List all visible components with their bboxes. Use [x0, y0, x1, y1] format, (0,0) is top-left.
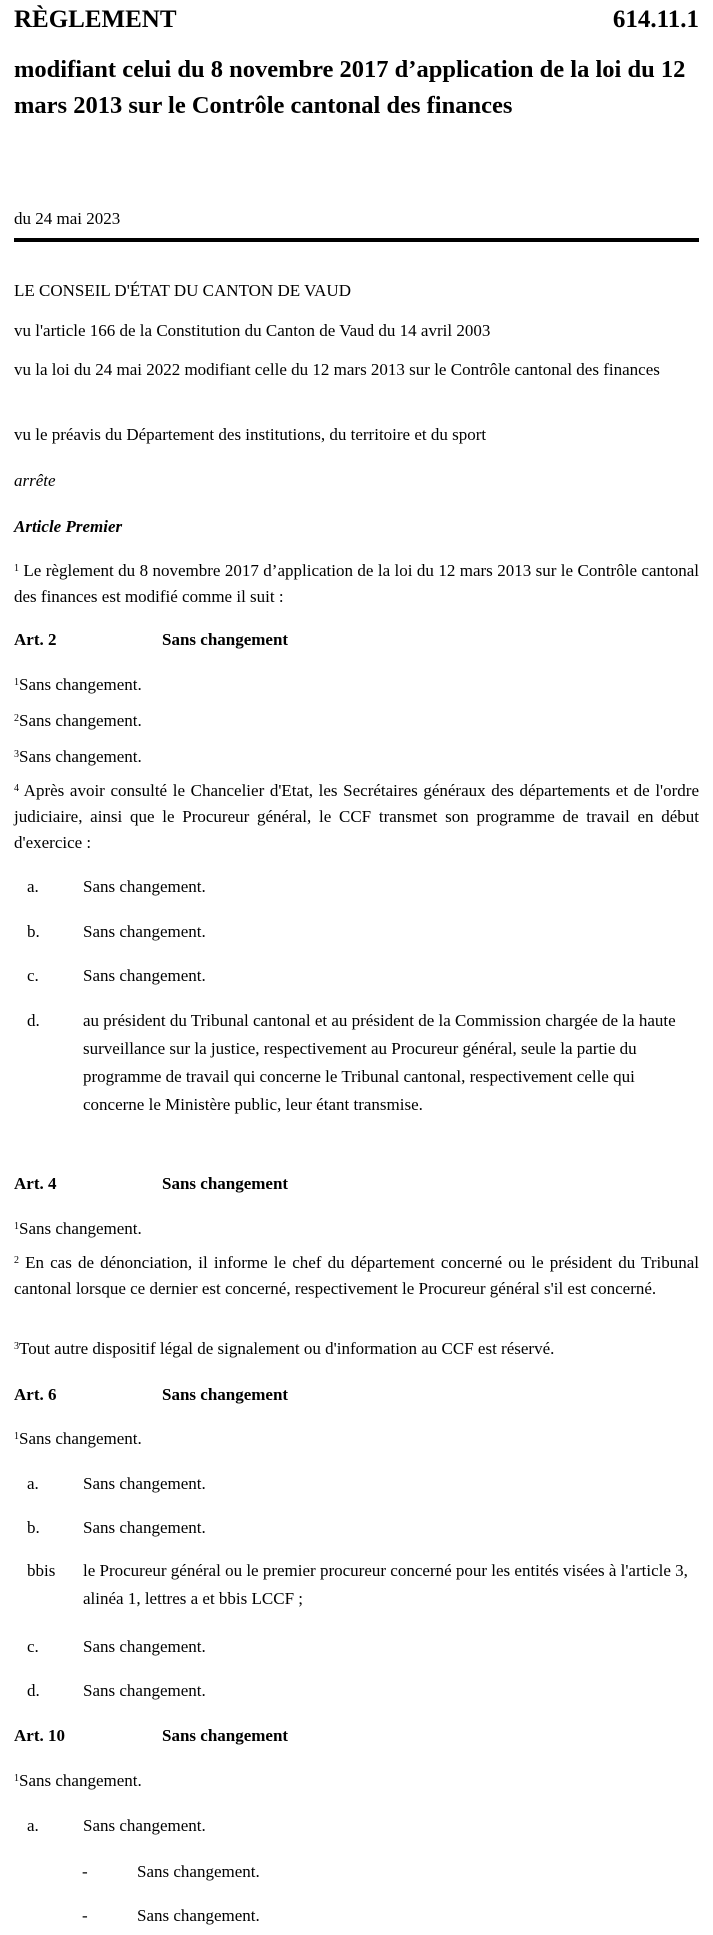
item-label: a.	[27, 1474, 39, 1493]
paragraph-text: Sans changement.	[19, 675, 142, 694]
item-text: Sans changement.	[83, 1816, 206, 1835]
document-number: 614.11.1	[612, 6, 699, 33]
item-label: b.	[27, 922, 40, 941]
item-text: le Procureur général ou le premier procureur concerné pour les entités visées à l'article 3, alinéa 1, lettres a et bbis LCCF ;	[83, 1561, 688, 1608]
art2-al3	[14, 744, 699, 770]
article-number: Art. 4	[14, 1174, 57, 1193]
paragraph-text: Après avoir consulté le Chancelier d'Etat, les Secrétaires généraux des départements et de l'ordre judiciaire, ainsi que le Procureur général, le CCF transmet son programme de travail en début d'exercice :	[14, 781, 699, 852]
decree-verb: arrête	[14, 471, 56, 490]
paragraph-text: Sans changement.	[19, 1429, 142, 1448]
art4-al3	[14, 1336, 699, 1362]
art4-al1	[14, 1216, 699, 1242]
authority: LE CONSEIL D'ÉTAT DU CANTON DE VAUD	[14, 281, 351, 300]
art10-al1	[14, 1768, 699, 1794]
document-page	[14, 0, 699, 1935]
item-text: Sans changement.	[83, 877, 206, 896]
art4-al2	[14, 1250, 699, 1302]
paragraph-text: En cas de dénonciation, il informe le chef du département concerné ou le président du Tribunal cantonal lorsque ce dernier est concerné, respectivement le Procureur général s'il est concerné.	[14, 1253, 699, 1298]
paragraph-number: 2	[14, 713, 19, 724]
paragraph-text: Le règlement du 8 novembre 2017 d’application de la loi du 12 mars 2013 sur le Contrôle cantonal des finances est modifié comme il suit :	[14, 561, 699, 606]
item-text: Sans changement.	[83, 1681, 206, 1700]
document-date: du 24 mai 2023	[14, 209, 121, 228]
paragraph-text: Sans changement.	[19, 1771, 142, 1790]
item-label: c.	[27, 966, 39, 985]
article-title: Sans changement	[162, 630, 289, 649]
dash-text: Sans changement.	[137, 1862, 260, 1881]
item-text: Sans changement.	[83, 922, 206, 941]
paragraph-number: 1	[14, 1221, 19, 1232]
considerant-1: vu l'article 166 de la Constitution du Canton de Vaud du 14 avril 2003	[14, 321, 491, 340]
item-text: Sans changement.	[83, 1518, 206, 1537]
considerant-2: vu la loi du 24 mai 2022 modifiant celle du 12 mars 2013 sur le Contrôle cantonal des finances	[14, 360, 660, 379]
item-label: d.	[27, 1011, 40, 1030]
art2-al2	[14, 708, 699, 734]
paragraph-text: Sans changement.	[19, 747, 142, 766]
article-number: Art. 6	[14, 1385, 57, 1404]
item-label: a.	[27, 1816, 39, 1835]
considerant-3: vu le préavis du Département des institutions, du territoire et du sport	[14, 425, 487, 444]
paragraph-number: 3	[14, 1341, 19, 1352]
paragraph-text: Tout autre dispositif légal de signalement ou d'information au CCF est réservé.	[19, 1339, 555, 1358]
header-divider	[14, 238, 699, 242]
article-number: Art. 10	[14, 1726, 65, 1745]
paragraph-text: Sans changement.	[19, 1219, 142, 1238]
art2-al1	[14, 672, 699, 698]
paragraph-number: 1	[14, 1431, 19, 1442]
item-text: Sans changement.	[83, 1474, 206, 1493]
dash-label: -	[82, 1906, 88, 1925]
article-premier-heading: Article Premier	[14, 517, 123, 536]
dash-text: Sans changement.	[137, 1906, 260, 1925]
item-label: a.	[27, 877, 39, 896]
paragraph-number: 1	[14, 677, 19, 688]
article-title: Sans changement	[162, 1385, 289, 1404]
item-text: au président du Tribunal cantonal et au président de la Commission chargée de la haute surveillance sur la justice, respectivement au Procureur général, seule la partie du programme de travail qui concerne le Tribunal cantonal, respectivement celle qui concerne le Ministère public, leur étant transmise.	[83, 1011, 676, 1114]
document-header	[14, 6, 699, 38]
item-text: Sans changement.	[83, 1637, 206, 1656]
item-label: bbis	[27, 1561, 56, 1580]
paragraph-number: 4	[14, 783, 19, 794]
item-label: b.	[27, 1518, 40, 1537]
paragraph-number: 3	[14, 749, 19, 760]
art2-al4	[14, 778, 699, 856]
article-title: Sans changement	[162, 1174, 289, 1193]
art6-al1	[14, 1426, 699, 1452]
paragraph-number: 1	[14, 1773, 19, 1784]
paragraph-number: 2	[14, 1255, 19, 1266]
item-label: d.	[27, 1681, 40, 1700]
article-number: Art. 2	[14, 630, 57, 649]
paragraph-number: 1	[14, 563, 19, 574]
article-premier-paragraph	[14, 558, 699, 610]
paragraph-text: Sans changement.	[19, 711, 142, 730]
item-text: Sans changement.	[83, 966, 206, 985]
item-label: c.	[27, 1637, 39, 1656]
article-title: Sans changement	[162, 1726, 289, 1745]
dash-label: -	[82, 1862, 88, 1881]
document-type: RÈGLEMENT	[14, 6, 177, 33]
document-title: modifiant celui du 8 novembre 2017 d’application de la loi du 12 mars 2013 sur le Contrôle cantonal des finances	[14, 56, 686, 119]
